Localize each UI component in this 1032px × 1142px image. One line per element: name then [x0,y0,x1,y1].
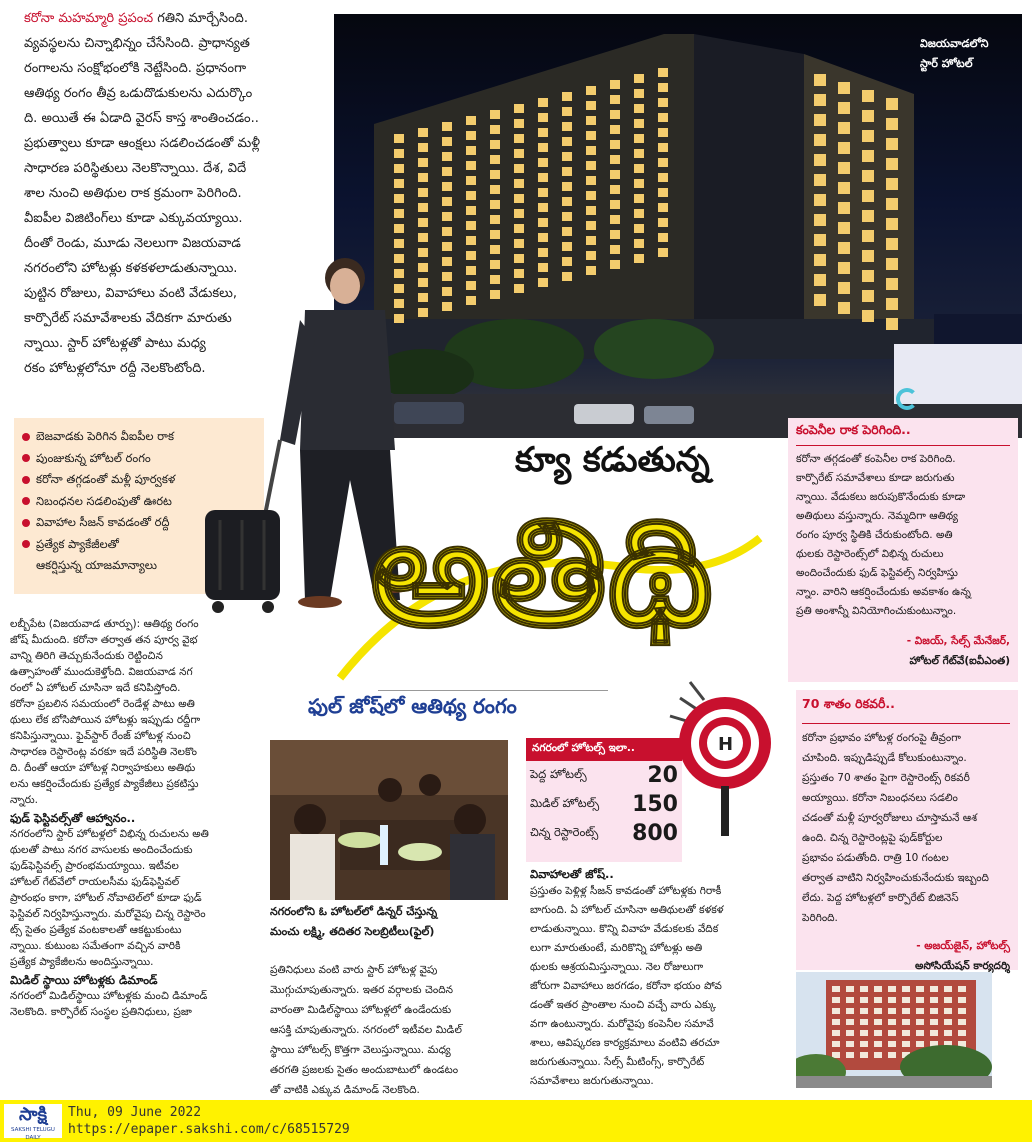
text-line: నగరంలోని స్టార్ హోటళ్లలో విభిన్న రుచులను అతి [10,828,209,840]
sidebar1-signature [796,631,1010,671]
text-line: అయ్యాయి. కరోనా నిబంధనలు సడలిం [802,792,958,804]
quote-icon [896,388,918,410]
text-line: సాధారణ రెస్టారెంట్ల వరకూ ఇదే పరిస్థితి నెలకొం [10,746,197,758]
intro-line: సాధారణ పరిస్థితులు నెలకొన్నాయి. దేశ, విదే [24,161,247,176]
text-line: ప్రతినిధులు వంటి వారు స్టార్ హోటళ్ల వైపు [270,964,438,976]
text-line: స్థాయి హోటల్స్ కొత్తగా వెలుస్తున్నాయి. మధ్య [270,1044,451,1056]
text-line: శాలు, ఆవిష్కరణ కార్యక్రమాలు వంటివి తరచూ [530,1037,720,1049]
article-column-3 [530,866,786,1091]
intro-lead: కరోనా మహమ్మారి ప్రపంచ [24,11,154,26]
text-line: లాడుతున్నాయి. కొన్ని వివాహ వేడుకలకు వేదిక [530,923,719,935]
sidebar1-title: కంపెనీల రాక పెరిగింది.. [796,422,911,437]
text-line: తరగతి ప్రజలకు సైతం అందుబాటులో ఉండటం [270,1064,459,1076]
headline-top: క్యూ కడుతున్న [515,440,710,480]
sidebar2-text [802,728,1010,928]
text-line: రంగం పూర్వ స్థితికి చేరుకుంటోంది. అతి [796,529,953,541]
headline-sub: ఫుల్ జోష్‌లో ఆతిథ్య రంగం [308,694,517,718]
text-line: ప్రత్యేక ప్యాకేజీలను అందిస్తున్నాయి. [10,956,154,968]
hotel-building-illustration [334,14,1022,438]
stat-label: చిన్న రెస్టారెంట్స్ [530,825,599,839]
bullet-dot-icon [22,497,30,505]
text-line: కరోనా తగ్గడంతో కంపెనీల రాక పెరిగింది. [796,453,956,465]
photo-caption [920,34,988,74]
text-line: వగా ఉంటున్నారు. మరోవైపు కంపెనీల సమావే [530,1018,714,1030]
text-line: బాగుంది. ఏ హోటల్ చూసినా అతిథులతో కళకళ [530,904,724,916]
text-line: ప్రభావం పడుతోంది. రాత్రి 10 గంటల [802,852,949,864]
text-line: మొగ్గుచూపుతున్నారు. ఇతర వర్గాలకు చెందిన [270,984,453,996]
col1-paragraph-1 [10,616,260,808]
article-column-2 [270,960,520,1100]
headline-main: అతిథి [370,486,714,660]
col1-paragraph-3 [10,988,260,1020]
intro-line: నగరంలోని హోటళ్లు కళకళలాడుతున్నాయి. [24,261,238,276]
stat-row [526,790,682,819]
sidebar-quote-2 [796,690,1018,970]
text-line: థులకు ఆశ్రయమిస్తున్నాయి. నెల రోజులుగా [530,961,704,973]
intro-line: కార్పొరేట్ సమావేశాలకు వేదికగా మారుతు [24,311,232,326]
stats-title: నగరంలో హోటల్స్ ఇలా.. [526,738,682,761]
text-line: డంతో ఇతర ప్రాంతాల నుంచి వచ్చే వారు ఎక్కు [530,999,717,1011]
sidebar1-sig-line1: - విజయ్, సేల్స్ మేనేజర్, [906,635,1010,647]
text-line: చూపింది. ఇప్పుడిప్పుడే కోలుకుంటున్నాం. [802,752,967,764]
stat-value: 20 [647,763,678,788]
text-line: న్నాయి. వేడుకలు జరుపుకొనేందుకు కూడా [796,491,966,503]
highlight-text: కరోనా తగ్గడంతో మళ్లీ పూర్వకళ [36,472,176,486]
text-line: పెరిగింది. [802,912,838,924]
text-line: చడంతో మళ్లీ పూర్వరోజులు చూస్తామనే ఆశ [802,812,977,824]
text-line: ప్రస్తుతం 70 శాతం పైగా రెస్టారెంట్స్ రికవరీ [802,772,970,784]
col2-paragraph [270,960,520,1100]
text-line: ప్రతి అంశాన్నీ వినియోగించుకుంటున్నాం. [796,605,957,617]
col1-paragraph-2 [10,826,260,970]
intro-line: ఆతిథ్య రంగం తీవ్ర ఒడుదొడుకులను ఎదుర్కొం [24,86,253,101]
sidebar1-text [796,450,1010,621]
hotel-stats-box [526,738,682,862]
footer-meta [68,1104,350,1138]
hotel-building-photo [796,972,992,1088]
dinner-caption-line: నగరంలోని ఓ హోటల్‌లో డిన్నర్ చేస్తున్న [270,905,438,918]
stat-label: పెద్ద హోటల్స్ [530,767,587,781]
stats-rows [526,761,682,848]
intro-first-line [24,6,324,31]
text-line: ఫుడ్‌ఫెస్టివల్స్ ప్రారంభమయ్యాయి. ఇటీవల [10,860,179,872]
text-line: థులతో పాటు నగర వాసులకు అందించేందుకు [10,844,193,856]
intro-line: న్నాయి. స్టార్ హోటళ్లతో పాటు మధ్య [24,336,206,351]
text-line: వాన్ని తిరిగి తెచ్చుకునేందుకు రెట్టించిన [10,650,163,662]
highlight-text: ఆకర్షిస్తున్న యాజమాన్యాలు [36,558,157,572]
text-line: నెలకొంది. కార్పొరేట్ సంస్థల ప్రతినిధులు, ప్రజా [10,1006,192,1018]
col1-subheading-1: ఫుడ్ ఫెస్టివల్స్‌తో ఆహ్వానం.. [10,811,136,825]
text-line: ట్స్ సైతం ప్రత్యేక వంటకాలతో ఆకట్టుకుంటు [10,924,182,936]
intro-line: వీఐపీల విజిటింగ్‌లు కూడా ఎక్కువయ్యాయి. [24,211,243,226]
text-line: ది. దీంతో ఆయా హోటళ్ల నిర్వాహకులు అతిథు [10,762,196,774]
text-line: ప్రస్తుతం పెళ్లిళ్ల సీజన్ కావడంతో హోటళ్లకు గిరాకీ [530,885,722,897]
text-line: లబ్బీపేట (విజయవాడ తూర్పు): ఆతిథ్య రంగం [10,618,199,630]
text-line: సమావేశాలు జరుగుతున్నాయి. [530,1075,654,1087]
text-line: కరోనా ప్రబలిన సమయంలో రెండేళ్ల పాటు అతి [10,698,195,710]
intro-line: పుట్టిన రోజులు, వివాహాలు వంటి వేడుకలు, [24,286,238,301]
text-line: ఫెస్టివల్ నిర్వహిస్తున్నారు. మరోవైపు చిన్న రెస్టారెం [10,908,206,920]
stat-value: 150 [632,792,678,817]
intro-line: రంగాలను సంక్షోభంలోకి నెట్టేసింది. ప్రధానంగా [24,61,247,76]
text-line: జోరుగా వివాహాలు జరగడం, కరోనా భయం పోవ [530,980,722,992]
text-line: ఉత్సాహంతో ముందుకెళ్తోంది. విజయవాడ నగ [10,666,193,678]
intro-line: శాల నుంచి అతిథుల రాక క్రమంగా పెరిగింది. [24,186,242,201]
sidebar2-signature [802,936,1010,976]
intro-line: ప్రభుత్వాలు కూడా ఆంక్షలు సడలించడంతో మళ్లీ [24,136,260,151]
stat-row [526,819,682,848]
text-line: తో వాటికి ఎక్కువ డిమాండ్ నెలకొంది. [270,1084,420,1096]
footer-url[interactable]: https://epaper.sakshi.com/c/68515729 [68,1122,350,1137]
sidebar2-sig-line1: - అజయ్‌జైన్, హోటల్స్ [916,940,1010,952]
sidebar1-sig-line2: హోటల్ గేట్‌వే(ఐవీఎంత) [909,655,1010,667]
text-line: వారంతా మిడిల్‌స్థాయి హోటళ్లలో ఉండేందుకు [270,1004,452,1016]
sakshi-logo [4,1104,62,1141]
text-line: జోష్ మీదుంది. కరోనా తర్వాత తన పూర్వ వైభ [10,634,198,646]
photo-caption-line: విజయవాడలోని [920,37,989,50]
text-line: హోటల్ గేట్‌వేలో రాయలసీమ ఫుడ్‌ఫెస్టివల్ [10,876,180,888]
text-line: లను ఆకర్షించేందుకు ప్రత్యేక ప్యాకేజీలు ప్రకటిస్తు [10,778,199,790]
col1-subheading-2: మిడిల్ స్థాయి హోటళ్లకు డిమాండ్ [10,973,158,987]
logo-subtext: SAKSHI TELUGU DAILY [11,1127,55,1141]
intro-line: వ్యవస్థలను చిన్నాభిన్నం చేసేసింది. ప్రాధాన్యత [24,36,250,51]
text-line: థులు లేక బోసిపోయిన హోటళ్లు ఇప్పుడు రద్దీగా [10,714,201,726]
text-line: కార్పొరేట్ సమావేశాలు కూడా జరుగుతు [796,472,955,484]
bullet-dot-icon [22,476,30,484]
photo-caption-line: స్టార్ హోటల్ [920,57,973,70]
text-line: తర్వాత వాటిని నిర్వహించుకునేందుకు ఇబ్బంది [802,872,989,884]
text-line: ఉంది. చిన్న రెస్టారెంట్లపై ఫుడ్‌కోర్టుల [802,832,943,844]
stat-value: 800 [632,821,678,846]
highlight-text: వివాహాల సీజన్ కావడంతో రద్దీ [36,515,170,529]
text-line: కరోనా ప్రభావం హోటళ్ల రంగంపై తీవ్రంగా [802,732,961,744]
highlight-text: నిబంధనల సడలింపుతో ఊరట [36,493,172,508]
text-line: రంలో ఏ హోటల్ చూసినా ఇదే కనిపిస్తోంది. [10,682,181,694]
intro-line: దీంతో రెండు, మూడు నెలలుగా విజయవాడ [24,236,241,251]
text-line: న్నాం. వారిని ఆకర్షించేందుకు అవకాశం ఉన్న [796,586,971,598]
article-column-1 [10,616,260,1020]
text-line: థులకు రెస్టారెంట్స్‌లో విభిన్న రుచులు [796,548,944,560]
footer-bar [0,1100,1032,1142]
text-line: ఆసక్తి చూపుతున్నారు. నగరంలో ఇటీవల మిడిల్ [270,1024,462,1036]
intro-line: గతిని మార్చేసింది. [153,11,248,26]
logo-text: సాక్షి [19,1104,47,1125]
text-line: కనిపిస్తున్నాయి. ఫైవ్‌స్టార్ రేంజ్ హోటళ్ల నుంచి [10,730,191,742]
intro-line: ది. అయితే ఈ ఏడాది వైరస్ కాస్త శాంతించడం.. [24,111,259,126]
text-line: జరుగుతున్నాయి. సేల్స్ మీటింగ్స్, కార్పొరేట్ [530,1056,705,1068]
text-line: న్నాయి. కుటుంబ సమేతంగా వచ్చిన వారికి [10,940,181,952]
col3-paragraph [530,882,786,1091]
text-line: న్నారు. [10,794,38,806]
photo-caption-dinner [270,902,510,942]
sidebar2-sig-line2: అసోసియేషన్ కార్యదర్శి [915,960,1010,972]
dinner-photo [270,740,508,900]
highlight-text: ప్రత్యేక ప్యాకేజీలతో [36,536,119,551]
sidebar-quote-1 [788,418,1018,682]
intro-line: రకం హోటళ్లలోనూ రద్దీ నెలకొంటోంది. [24,361,206,376]
stat-row [526,761,682,790]
footer-date: Thu, 09 June 2022 [68,1105,202,1120]
bullet-dot-icon [22,540,30,548]
stat-label: మిడిల్ హోటల్స్ [530,796,600,810]
highlight-text: బెజవాడకు పెరిగిన వీఐపీల రాక [36,429,175,443]
text-line: అతిథులు వస్తున్నారు. నెమ్మదిగా ఆతిథ్య [796,510,958,522]
bullet-dot-icon [22,454,30,462]
text-line: నగరంలో మిడిల్‌స్థాయి హోటళ్లకు మంచి డిమాండ్ [10,990,208,1002]
svg-text:H: H [718,734,734,755]
text-line: అందించేందుకు ఫుడ్ ఫెస్టివల్స్ నిర్వహిస్తు [796,567,958,579]
text-line: ప్రారంభం కాగా, హోటల్ నోవాటెల్‌లో కూడా ఫుడ్ [10,892,202,904]
hotel-night-photo [334,14,1022,438]
text-line: లేదు. పెద్ద హోటళ్లలో కార్పొరేట్ బిజినెస్ [802,892,959,904]
headline-main-wrapper [330,478,770,688]
headline-divider [378,690,608,691]
col3-subheading: వివాహాలతో జోష్.. [530,867,614,881]
bullet-dot-icon [22,519,30,527]
sidebar2-title: 70 శాతం రికవరీ.. [802,696,895,711]
bullet-dot-icon [22,433,30,441]
text-line: లుగా మారుతుంటే, మరికొన్ని హోటళ్లు అతి [530,942,703,954]
highlight-text: పుంజుకున్న హోటల్ రంగం [36,450,151,465]
dinner-caption-line: మంచు లక్ష్మి, తదితర సెలబ్రిటీలు(ఫైల్) [270,925,435,938]
